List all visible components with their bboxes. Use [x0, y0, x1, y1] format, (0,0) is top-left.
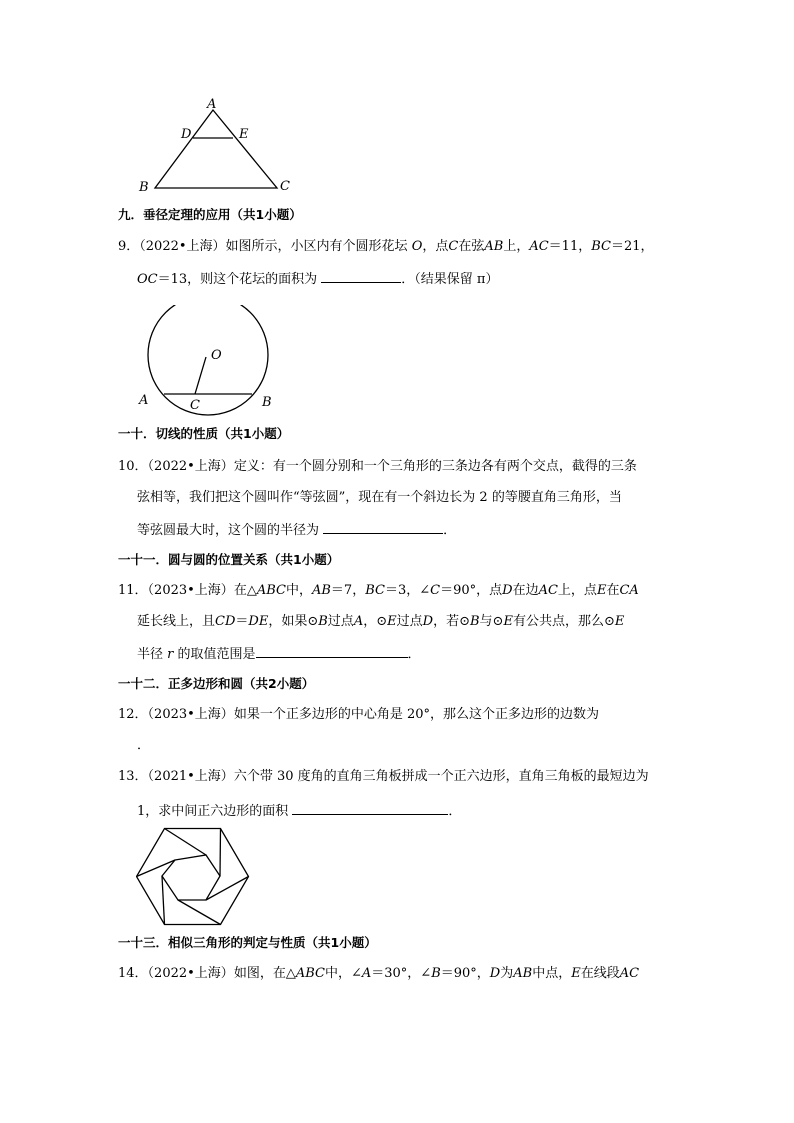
label-b: B [262, 395, 272, 410]
question-10-line-2: 弦相等，我们把这个圆叫作“等弦圆”，现在有一个斜边长为 2 的等腰直角三角形，当 [137, 490, 622, 505]
question-13-line-2: 1，求中间正六边形的面积 ． [137, 804, 462, 819]
question-10-line-3: 等弦圆最大时，这个圆的半径为 ． [137, 523, 457, 538]
section-heading-10: 一十．切线的性质（共1小题） [118, 426, 290, 441]
label-c: C [190, 398, 200, 413]
section-heading-12: 一十二．正多边形和圆（共2小题） [118, 676, 315, 691]
answer-blank-9[interactable] [321, 270, 401, 283]
section-heading-11: 一十一．圆与圆的位置关系（共1小题） [118, 552, 340, 567]
answer-blank-13[interactable] [292, 802, 448, 815]
question-10-line-1: 10．（2022•上海）定义：有一个圆分别和一个三角形的三条边各有两个交点，截得的三条 [118, 459, 637, 474]
section-heading-13: 一十三．相似三角形的判定与性质（共1小题） [118, 935, 377, 950]
label-e: E [239, 127, 249, 142]
question-11-line-2: 延长线上，且CD＝DE，如果⊙B过点A，⊙E过点D，若⊙B与⊙E有公共点，那么⊙E [137, 614, 625, 629]
triangle-abc-figure [135, 95, 295, 200]
label-o: O [211, 348, 222, 363]
circle-chord-figure [135, 305, 285, 420]
question-12-line-2: ． [137, 738, 151, 753]
question-11-line-1: 11．（2023•上海）在△ABC中，AB＝7，BC＝3，∠C＝90°，点D在边AC上，点E在CA [118, 583, 639, 598]
label-a: A [139, 393, 149, 408]
hexagon-figure [136, 826, 252, 926]
answer-blank-10[interactable] [323, 521, 443, 534]
question-9-line-1: 9．（2022•上海）如图所示，小区内有个圆形花坛 O，点C在弦AB上，AC＝11，BC＝21， [118, 239, 654, 254]
label-a: A [207, 97, 217, 112]
question-12-line-1: 12．（2023•上海）如果一个正多边形的中心角是 20°，那么这个正多边形的边数为 [118, 707, 599, 722]
label-d: D [181, 127, 192, 142]
question-13-line-1: 13．（2021•上海）六个带 30 度角的直角三角板拼成一个正六边形，直角三角板的最短边为 [118, 769, 649, 784]
section-heading-9: 九．垂径定理的应用（共1小题） [118, 207, 302, 222]
question-14-line-1: 14．（2022•上海）如图，在△ABC中，∠A＝30°，∠B＝90°，D为AB中点，E在线段AC [118, 966, 640, 981]
question-11-line-3: 半径 r 的取值范围是 ． [137, 647, 421, 662]
label-b: B [139, 180, 149, 195]
answer-blank-11[interactable] [256, 645, 408, 658]
question-9-line-2: OC＝13，则这个花坛的面积为 ．（结果保留 π） [137, 272, 499, 287]
label-c: C [280, 179, 290, 194]
